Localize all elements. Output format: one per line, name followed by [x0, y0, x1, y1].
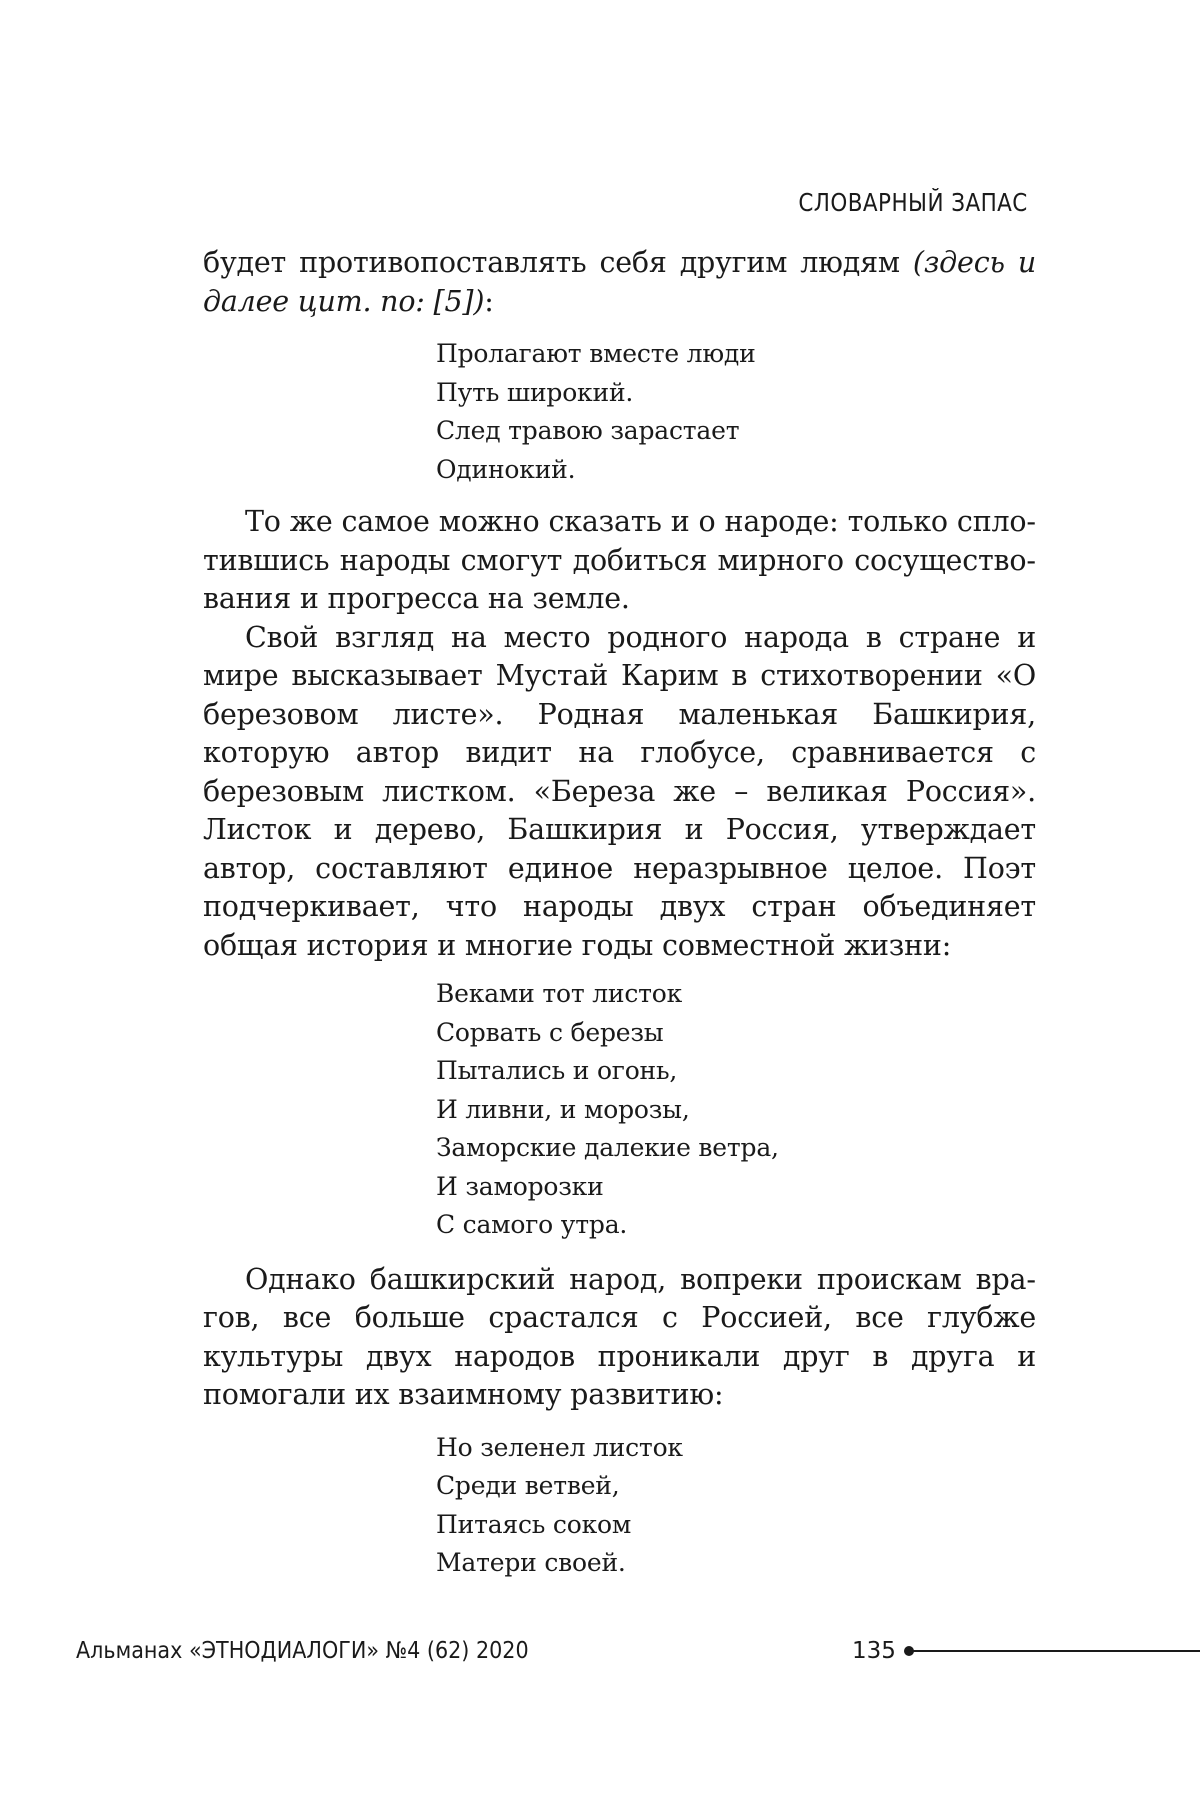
- poem-line: Питаясь соком: [436, 1506, 1036, 1545]
- intro-text: будет противопоставлять себя другим людям: [203, 246, 913, 279]
- poem-line: Веками тот листок: [436, 975, 1036, 1014]
- poem-excerpt-3: [203, 1429, 1036, 1583]
- body-paragraph-3: Однако башкирский народ, вопреки проискам вра­гов, все больше срастался с Россией, все глубже культу­ры двух народов проникали друг в друга и помогали их взаимному развитию:: [203, 1261, 1036, 1415]
- intro-paragraph: [203, 244, 1036, 321]
- body-paragraph-1: То же самое можно сказать и о народе: только спло­тившись народы смогут добиться мирного сосущество­вания и прогресса на земле.: [203, 503, 1036, 619]
- footer-journal-title: Альманах «ЭТНОДИАЛОГИ» №4 (62) 2020: [76, 1638, 529, 1664]
- intro-colon: :: [484, 285, 493, 318]
- poem-excerpt-2: [203, 975, 1036, 1245]
- poem-line: Сорвать с березы: [436, 1014, 1036, 1053]
- poem-line: Но зеленел листок: [436, 1429, 1036, 1468]
- poem-line: Путь широкий.: [436, 374, 1036, 413]
- poem-line: Заморские далекие ветра,: [436, 1129, 1036, 1168]
- poem-line: Среди ветвей,: [436, 1467, 1036, 1506]
- page-number: 135: [852, 1638, 896, 1664]
- running-head: СЛОВАРНЫЙ ЗАПАС: [799, 188, 1028, 217]
- footer-rule: [912, 1650, 1200, 1652]
- poem-excerpt-1: [203, 335, 1036, 489]
- page-footer: [76, 1632, 1200, 1672]
- poem-line: И ливни, и морозы,: [436, 1091, 1036, 1130]
- body-paragraph-2: Свой взгляд на место родного народа в стране и мире высказывает Мустай Карим в стихотворении «О бере­зовом листе». Родная маленькая Башкирия, которую автор видит на глобусе, сравнивается с березовым лист­ком. «Береза же – великая Россия». Листок и дерево, Башкирия и Россия, утверждает автор, составляют еди­ное неразрывное целое. Поэт подчеркивает, что наро­ды двух стран объединяет общая история и многие годы совместной жизни:: [203, 619, 1036, 966]
- page-body: [203, 244, 1036, 1583]
- citation-note: (здесь и далее цит. по: [5]): [203, 246, 1036, 318]
- poem-line: След травою зарастает: [436, 412, 1036, 451]
- poem-line: Пролагают вместе люди: [436, 335, 1036, 374]
- poem-line: И заморозки: [436, 1168, 1036, 1207]
- poem-line: С самого утра.: [436, 1206, 1036, 1245]
- poem-line: Одинокий.: [436, 451, 1036, 490]
- poem-line: Матери своей.: [436, 1544, 1036, 1583]
- poem-line: Пытались и огонь,: [436, 1052, 1036, 1091]
